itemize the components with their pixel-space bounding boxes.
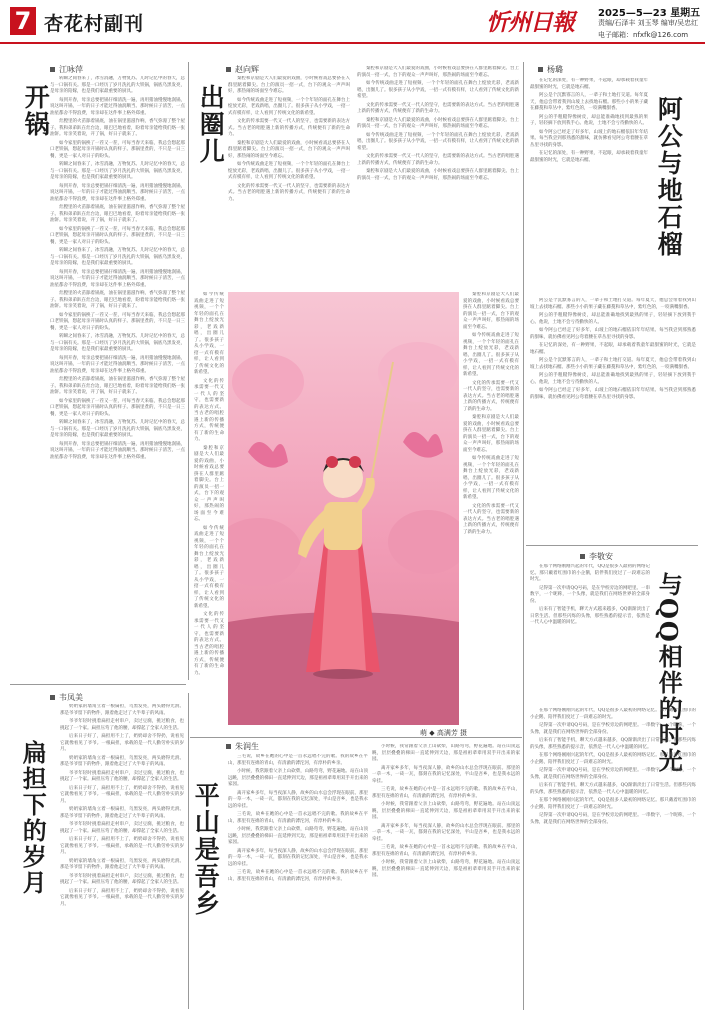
- article-body: 秦腔和京剧是大人们最爱的戏曲，小时候看戏总要挤在人群里踮着脚尖。台上的演员一招一式，台下的观众一声声叫好，那热闹的场面至今难忘。 如今传统戏曲走进了短视频，一个个年轻的面孔在舞台上绽放光彩，老戏新唱，出圈儿了。很多孩子从小学戏，一招一式有模有样，让人看到了传统文化的新希望。 文化的传承需要一代又一代人的坚守，也需要新的表达方式。当古老的唱腔遇上新的传播方式，传统便有了新的生命力。 秦腔和京剧是大人们最爱的戏曲，小时候看戏总要挤在人群里踮着脚尖。台上的演员一招一式，台下的观众一声声叫好，那热闹的场面至今难忘。 如今传统戏曲走进了短视频，一个个年轻的面孔在舞台上绽放光彩，老戏新唱，出圈儿了。很多孩子从小学戏，一招一式有模有样，让人看到了传统文化的新希望。 文化的传承需要一代又一代人的坚守，也需要新的表达方式。当古老的唱腔遇上新的传播方式，传统便有了新的生命力。: [463, 292, 519, 535]
- page-header: [0, 0, 705, 44]
- article-title: 阿公与地石榴: [654, 96, 684, 258]
- editor-info: 责编/石泽丰 刘玉琴 编审/吴忠红: [598, 19, 699, 27]
- section-title: 杏花村副刊: [44, 13, 145, 35]
- article-body: 如今传统戏曲走进了短视频，一个个年轻的面孔在舞台上绽放光彩，老戏新唱，出圈儿了。很多孩子从小学戏，一招一式有模有样，让人看到了传统文化的新希望。 文化的传承需要一代又一代人的坚守，也需要新的表达方式。当古老的唱腔遇上新的传播方式，传统便有了新的生命力。 秦腔和京剧是大人们最爱的戏曲，小时候看戏总要挤在人群里踮着脚尖。台上的演员一招一式，台下的观众一声声叫好，那热闹的场面至今难忘。 如今传统戏曲走进了短视频，一个个年轻的面孔在舞台上绽放光彩，老戏新唱，出圈儿了。很多孩子从小学戏，一招一式有模有样，让人看到了传统文化的新希望。 文化的传承需要一代又一代人的坚守，也需要新的表达方式。当古老的唱腔遇上新的传播方式，传统便有了新的生命力。: [194, 292, 224, 676]
- photo-caption: 萌 ◆ 高满芳 摄: [420, 729, 468, 737]
- article-title: 开锅: [21, 84, 51, 138]
- newspaper-logo: 忻州日報: [486, 9, 574, 36]
- divider: [526, 545, 698, 546]
- issue-date: 2025—5—23 星期五: [598, 8, 701, 19]
- article-body: 阿公是个沉默寡言的人，一辈子和土地打交道。每年夏天，他总会带着我到山坡上去找地石榴。那些小小的果子藏在藤蔓和草丛中，紫红色的，一咬满嘴甜香。 阿公的手粗糙得像树皮，却总能准确地找到最熟的果子，轻轻摘下放到我手心。他说，土地不会亏待勤快的人。 如今阿公已经走了好多年，山坡上的地石榴依旧年年结果。每当我尝到那熟悉的甜味，就仿佛看见阿公弯着腰在草丛里寻找的身影。 在记忆的深处，有一种野果，不起眼，却承载着我童年最甜蜜的时光，它就是地石榴。 阿公是个沉默寡言的人，一辈子和土地打交道。每年夏天，他总会带着我到山坡上去找地石榴。那些小小的果子藏在藤蔓和草丛中，紫红色的，一咬满嘴甜香。 阿公的手粗糙得像树皮，却总能准确地找到最熟的果子，轻轻摘下放到我手心。他说，土地不会亏待勤快的人。 如今阿公已经走了好多年，山坡上的地石榴依旧年年结果。每当我尝到那熟悉的甜味，就仿佛看见阿公弯着腰在草丛里寻找的身影。: [530, 298, 696, 400]
- divider: [188, 693, 189, 1009]
- article-body: 小时候，我常跟着父亲上山砍柴，山路弯弯，野花遍地。站在山顶远眺，层层叠叠的梯田一直延伸到天边，那是祖祖辈辈用双手开出来的家园。 离开家乡多年，每当夜深人静，故乡的山水总会浮现在眼前。那里的一草一木，一砖一瓦，都刻在我的记忆深处，平山是吾乡，也是我永远的牵挂。 三毛说，故乡在她的心中是一首永远唱不完的歌。我的故乡在平山，那里有连绵的青山，有清澈的滹沱河，有淳朴的乡亲。 小时候，我常跟着父亲上山砍柴，山路弯弯，野花遍地。站在山顶远眺，层层叠叠的梯田一直延伸到天边，那是祖祖辈辈用双手开出来的家园。 离开家乡多年，每当夜深人静，故乡的山水总会浮现在眼前。那里的一草一木，一砖一瓦，都刻在我的记忆深处，平山是吾乡，也是我永远的牵挂。 三毛说，故乡在她的心中是一首永远唱不完的歌。我的故乡在平山，那里有连绵的青山，有清澈的滹沱河，有淳朴的乡亲。 小时候，我常跟着父亲上山砍柴，山路弯弯，野花遍地。站在山顶远眺，层层叠叠的梯田一直延伸到天边，那是祖祖辈辈用双手开出来的家园。: [372, 744, 520, 878]
- author-byline: 杨璐: [538, 64, 563, 75]
- article-body: 秦腔和京剧是大人们最爱的戏曲，小时候看戏总要挤在人群里踮着脚尖。台上的演员一招一式，台下的观众一声声叫好，那热闹的场面至今难忘。 如今传统戏曲走进了短视频，一个个年轻的面孔在舞台上绽放光彩，老戏新唱，出圈儿了。很多孩子从小学戏，一招一式有模有样，让人看到了传统文化的新希望。 文化的传承需要一代又一代人的坚守，也需要新的表达方式。当古老的唱腔遇上新的传播方式，传统便有了新的生命力。 秦腔和京剧是大人们最爱的戏曲，小时候看戏总要挤在人群里踮着脚尖。台上的演员一招一式，台下的观众一声声叫好，那热闹的场面至今难忘。 如今传统戏曲走进了短视频，一个个年轻的面孔在舞台上绽放光彩，老戏新唱，出圈儿了。很多孩子从小学戏，一招一式有模有样，让人看到了传统文化的新希望。 文化的传承需要一代又一代人的坚守，也需要新的表达方式。当古老的唱腔遇上新的传播方式，传统便有了新的生命力。: [228, 76, 350, 202]
- stage-photo: [228, 292, 459, 725]
- author-byline: 朱润生: [226, 741, 259, 752]
- author-byline: 江咏萍: [50, 64, 83, 75]
- author-byline: 李敬安: [580, 551, 613, 562]
- divider: [523, 62, 524, 1010]
- article-body: 转瞬之间春来了，冰雪消融，万物复苏。儿时记忆中的春天，总与一口锅有关。那是一口经历了岁月洗礼的大铁锅，锅底乌黑发亮，是母亲的陪嫁，也是我们家最重要的厨具。 每到开春，母亲总要把锅仔细清洗一遍，再用猪油慢慢地润锅，说这叫开锅，一年的日子才能过得油润顺当。那时候日子清苦，一点油星都舍不得浪费，母亲却在这件事上格外郑重。 灶膛里的火苗舔着锅底，油在锅里滋滋作响，香气弥漫了整个屋子。我和弟弟趴在灶台边，眼巴巴地看着，盼着母亲能给我们烙一张油饼。母亲笑着说，开了锅，好日子就来了。 如今家里的锅换了一茬又一茬，可每当春天来临，我总会想起那口老铁锅，想起母亲开锅时认真的样子。那锅里煮的，不只是一日三餐，更是一家人对日子的盼头。 转瞬之间春来了，冰雪消融，万物复苏。儿时记忆中的春天，总与一口锅有关。那是一口经历了岁月洗礼的大铁锅，锅底乌黑发亮，是母亲的陪嫁，也是我们家最重要的厨具。 每到开春，母亲总要把锅仔细清洗一遍，再用猪油慢慢地润锅，说这叫开锅，一年的日子才能过得油润顺当。那时候日子清苦，一点油星都舍不得浪费，母亲却在这件事上格外郑重。 灶膛里的火苗舔着锅底，油在锅里滋滋作响，香气弥漫了整个屋子。我和弟弟趴在灶台边，眼巴巴地看着，盼着母亲能给我们烙一张油饼。母亲笑着说，开了锅，好日子就来了。 如今家里的锅换了一茬又一茬，可每当春天来临，我总会想起那口老铁锅，想起母亲开锅时认真的样子。那锅里煮的，不只是一日三餐，更是一家人对日子的盼头。 转瞬之间春来了，冰雪消融，万物复苏。儿时记忆中的春天，总与一口锅有关。那是一口经历了岁月洗礼的大铁锅，锅底乌黑发亮，是母亲的陪嫁，也是我们家最重要的厨具。 每到开春，母亲总要把锅仔细清洗一遍，再用猪油慢慢地润锅，说这叫开锅，一年的日子才能过得油润顺当。那时候日子清苦，一点油星都舍不得浪费，母亲却在这件事上格外郑重。 灶膛里的火苗舔着锅底，油在锅里滋滋作响，香气弥漫了整个屋子。我和弟弟趴在灶台边，眼巴巴地看着，盼着母亲能给我们烙一张油饼。母亲笑着说，开了锅，好日子就来了。 如今家里的锅换了一茬又一茬，可每当春天来临，我总会想起那口老铁锅，想起母亲开锅时认真的样子。那锅里煮的，不只是一日三餐，更是一家人对日子的盼头。 转瞬之间春来了，冰雪消融，万物复苏。儿时记忆中的春天，总与一口锅有关。那是一口经历了岁月洗礼的大铁锅，锅底乌黑发亮，是母亲的陪嫁，也是我们家最重要的厨具。 每到开春，母亲总要把锅仔细清洗一遍，再用猪油慢慢地润锅，说这叫开锅，一年的日子才能过得油润顺当。那时候日子清苦，一点油星都舍不得浪费，母亲却在这件事上格外郑重。 灶膛里的火苗舔着锅底，油在锅里滋滋作响，香气弥漫了整个屋子。我和弟弟趴在灶台边，眼巴巴地看着，盼着母亲能给我们烙一张油饼。母亲笑着说，开了锅，好日子就来了。 如今家里的锅换了一茬又一茬，可每当春天来临，我总会想起那口老铁锅，想起母亲开锅时认真的样子。那锅里煮的，不只是一日三餐，更是一家人对日子的盼头。 转瞬之间春来了，冰雪消融，万物复苏。儿时记忆中的春天，总与一口锅有关。那是一口经历了岁月洗礼的大铁锅，锅底乌黑发亮，是母亲的陪嫁，也是我们家最重要的厨具。 每到开春，母亲总要把锅仔细清洗一遍，再用猪油慢慢地润锅，说这叫开锅，一年的日子才能过得油润顺当。那时候日子清苦，一点油星都舍不得浪费，母亲却在这件事上格外郑重。: [50, 76, 185, 460]
- article-title: 扁担下的岁月: [18, 740, 48, 896]
- email-info: 电子邮箱：nfxfk@126.com: [598, 31, 689, 39]
- article-body: 秦腔和京剧是大人们最爱的戏曲，小时候看戏总要挤在人群里踮着脚尖。台上的演员一招一式，台下的观众一声声叫好，那热闹的场面至今难忘。 如今传统戏曲走进了短视频，一个个年轻的面孔在舞台上绽放光彩，老戏新唱，出圈儿了。很多孩子从小学戏，一招一式有模有样，让人看到了传统文化的新希望。 文化的传承需要一代又一代人的坚守，也需要新的表达方式。当古老的唱腔遇上新的传播方式，传统便有了新的生命力。 秦腔和京剧是大人们最爱的戏曲，小时候看戏总要挤在人群里踮着脚尖。台上的演员一招一式，台下的观众一声声叫好，那热闹的场面至今难忘。 如今传统戏曲走进了短视频，一个个年轻的面孔在舞台上绽放光彩，老戏新唱，出圈儿了。很多孩子从小学戏，一招一式有模有样，让人看到了传统文化的新希望。 文化的传承需要一代又一代人的坚守，也需要新的表达方式。当古老的唱腔遇上新的传播方式，传统便有了新的生命力。 秦腔和京剧是大人们最爱的戏曲，小时候看戏总要挤在人群里踮着脚尖。台上的演员一招一式，台下的观众一声声叫好，那热闹的场面至今难忘。: [357, 66, 519, 181]
- article-body: 在记忆的深处，有一种野果，不起眼，却承载着我童年最甜蜜的时光，它就是地石榴。 阿公是个沉默寡言的人，一辈子和土地打交道。每年夏天，他总会带着我到山坡上去找地石榴。那些小小的果子藏在藤蔓和草丛中，紫红色的，一咬满嘴甜香。 阿公的手粗糙得像树皮，却总能准确地找到最熟的果子，轻轻摘下放到我手心。他说，土地不会亏待勤快的人。 如今阿公已经走了好多年，山坡上的地石榴依旧年年结果。每当我尝到那熟悉的甜味，就仿佛看见阿公弯着腰在草丛里寻找的身影。 在记忆的深处，有一种野果，不起眼，却承载着我童年最甜蜜的时光，它就是地石榴。: [530, 78, 648, 163]
- author-byline: 韦凤美: [50, 692, 83, 703]
- article-title: 出圈儿: [196, 84, 226, 165]
- divider: [190, 737, 522, 738]
- article-title: 平山是吾乡: [191, 782, 221, 917]
- divider: [188, 62, 189, 680]
- article-body: 在那个网络刚刚兴起的年代，QQ是很多人最初的网络记忆。那只戴着红围巾的小企鹅，陪伴我们度过了一段难忘的时光。 记得第一次申请QQ号码，是在学校旁边的网吧里。一串数字，一个昵称，一个头像，就是我们在网络世界的全部身份。 后来有了智能手机，聊天方式越来越多，QQ渐渐淡出了日常生活。但那些闪烁的头像，那些熟悉的提示音，依然是一代人心中温暖的回忆。: [530, 564, 650, 625]
- article-body: 奶奶家的墙角立着一根扁担，乌黑发亮，两头磨得光滑。那是爷爷留下的物件，跟着他走过了大半辈子的风雨。 爷爷年轻时挑着扁担走村串户，卖过豆腐，挑过粮食，也挑起了一个家。扁担压弯了他的腰，却撑起了全家人的生活。 后来日子好了，扁担用不上了，奶奶却舍不得扔，说看见它就像看见了爷爷。一根扁担，承载的是一代人勤劳朴实的岁月。 奶奶家的墙角立着一根扁担，乌黑发亮，两头磨得光滑。那是爷爷留下的物件，跟着他走过了大半辈子的风雨。 爷爷年轻时挑着扁担走村串户，卖过豆腐，挑过粮食，也挑起了一个家。扁担压弯了他的腰，却撑起了全家人的生活。 后来日子好了，扁担用不上了，奶奶却舍不得扔，说看见它就像看见了爷爷。一根扁担，承载的是一代人勤劳朴实的岁月。 奶奶家的墙角立着一根扁担，乌黑发亮，两头磨得光滑。那是爷爷留下的物件，跟着他走过了大半辈子的风雨。 爷爷年轻时挑着扁担走村串户，卖过豆腐，挑过粮食，也挑起了一个家。扁担压弯了他的腰，却撑起了全家人的生活。 后来日子好了，扁担用不上了，奶奶却舍不得扔，说看见它就像看见了爷爷。一根扁担，承载的是一代人勤劳朴实的岁月。 奶奶家的墙角立着一根扁担，乌黑发亮，两头磨得光滑。那是爷爷留下的物件，跟着他走过了大半辈子的风雨。 爷爷年轻时挑着扁担走村串户，卖过豆腐，挑过粮食，也挑起了一个家。扁担压弯了他的腰，却撑起了全家人的生活。 后来日子好了，扁担用不上了，奶奶却舍不得扔，说看见它就像看见了爷爷。一根扁担，承载的是一代人勤劳朴实的岁月。: [60, 704, 184, 907]
- article-body: 三毛说，故乡在她的心中是一首永远唱不完的歌。我的故乡在平山，那里有连绵的青山，有清澈的滹沱河，有淳朴的乡亲。 小时候，我常跟着父亲上山砍柴，山路弯弯，野花遍地。站在山顶远眺，层层叠叠的梯田一直延伸到天边，那是祖祖辈辈用双手开出来的家园。 离开家乡多年，每当夜深人静，故乡的山水总会浮现在眼前。那里的一草一木，一砖一瓦，都刻在我的记忆深处，平山是吾乡，也是我永远的牵挂。 三毛说，故乡在她的心中是一首永远唱不完的歌。我的故乡在平山，那里有连绵的青山，有清澈的滹沱河，有淳朴的乡亲。 小时候，我常跟着父亲上山砍柴，山路弯弯，野花遍地。站在山顶远眺，层层叠叠的梯田一直延伸到天边，那是祖祖辈辈用双手开出来的家园。 离开家乡多年，每当夜深人静，故乡的山水总会浮现在眼前。那里的一草一木，一砖一瓦，都刻在我的记忆深处，平山是吾乡，也是我永远的牵挂。 三毛说，故乡在她的心中是一首永远唱不完的歌。我的故乡在平山，那里有连绵的青山，有清澈的滹沱河，有淳朴的乡亲。: [228, 754, 368, 882]
- divider: [10, 684, 186, 685]
- article-body: 在那个网络刚刚兴起的年代，QQ是很多人最初的网络记忆。那只戴着红围巾的小企鹅，陪伴我们度过了一段难忘的时光。 记得第一次申请QQ号码，是在学校旁边的网吧里。一串数字，一个昵称，一个头像，就是我们在网络世界的全部身份。 后来有了智能手机，聊天方式越来越多，QQ渐渐淡出了日常生活。但那些闪烁的头像，那些熟悉的提示音，依然是一代人心中温暖的回忆。 在那个网络刚刚兴起的年代，QQ是很多人最初的网络记忆。那只戴着红围巾的小企鹅，陪伴我们度过了一段难忘的时光。 记得第一次申请QQ号码，是在学校旁边的网吧里。一串数字，一个昵称，一个头像，就是我们在网络世界的全部身份。 后来有了智能手机，聊天方式越来越多，QQ渐渐淡出了日常生活。但那些闪烁的头像，那些熟悉的提示音，依然是一代人心中温暖的回忆。 在那个网络刚刚兴起的年代，QQ是很多人最初的网络记忆。那只戴着红围巾的小企鹅，陪伴我们度过了一段难忘的时光。 记得第一次申请QQ号码，是在学校旁边的网吧里。一串数字，一个昵称，一个头像，就是我们在网络世界的全部身份。: [530, 708, 696, 825]
- page-number: 7: [10, 7, 36, 35]
- author-byline: 赵向辉: [226, 64, 259, 75]
- article-title: 与QQ相伴的时光: [654, 572, 684, 774]
